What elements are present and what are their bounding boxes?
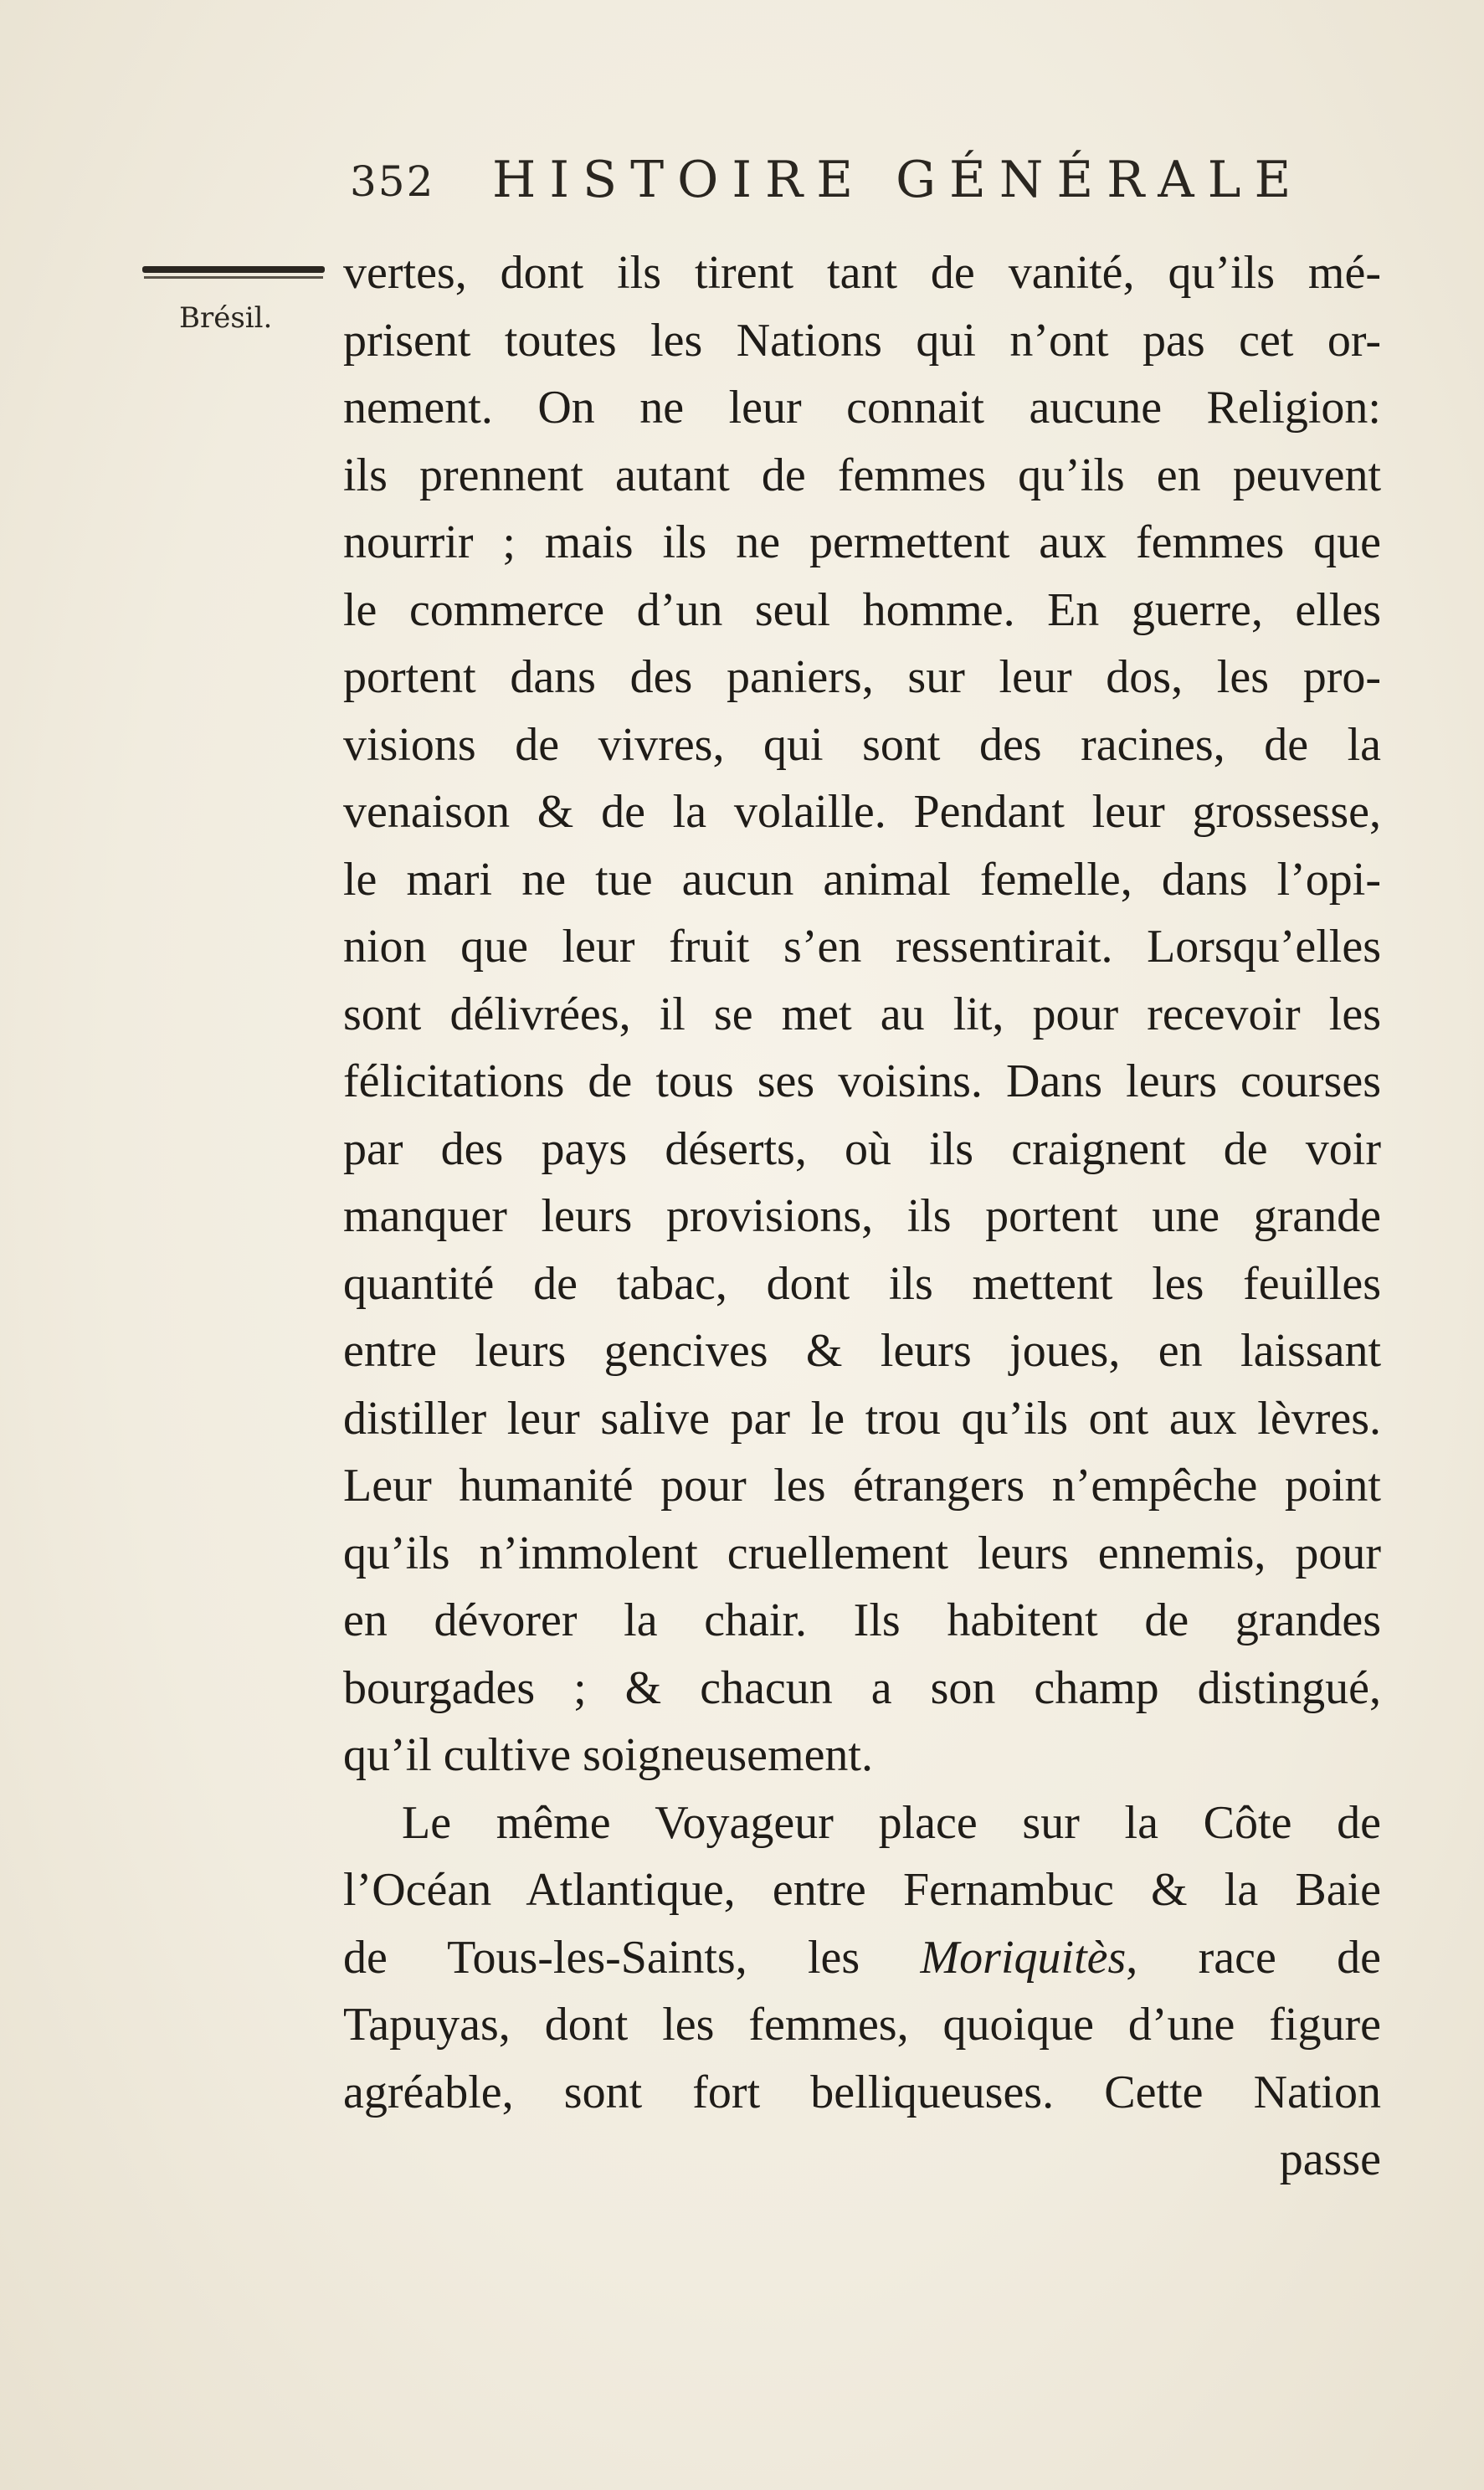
paragraph-2-line: Tapuyas, dont les femmes, quoique d’une figure — [343, 1999, 1381, 2051]
page-header — [350, 151, 1354, 226]
text-line: venaison & de la volaille. Pendant leur grossesse, — [343, 786, 1381, 838]
paragraph-2-text: de Tous-les-Saints, les — [343, 1931, 921, 1984]
text-line: prisent toutes les Nations qui n’ont pas cet or- — [343, 314, 1381, 367]
text-line: le commerce d’un seul homme. En guerre, elles — [343, 583, 1381, 636]
text-line: visions de vivres, qui sont des racines, de la — [343, 718, 1381, 771]
text-line: entre leurs gencives & leurs joues, en laissant — [343, 1325, 1381, 1377]
paragraph-2-line: l’Océan Atlantique, entre Fernambuc & la Baie — [343, 1864, 1381, 1916]
text-line: portent dans des paniers, sur leur dos, les pro- — [343, 651, 1381, 703]
text-line: en dévorer la chair. Ils habitent de grandes — [343, 1594, 1381, 1646]
text-line: félicitations de tous ses voisins. Dans leurs courses — [343, 1055, 1381, 1107]
margin-note: Brésil. — [179, 301, 273, 335]
text-line: par des pays déserts, où ils craignent de voir — [343, 1122, 1381, 1175]
body-text — [343, 239, 1381, 2194]
page-number: 352 — [350, 157, 435, 206]
margin-rule — [142, 266, 325, 273]
text-line: sont délivrées, il se met au lit, pour recevoir les — [343, 988, 1381, 1040]
text-line: quantité de tabac, dont ils mettent les feuilles — [343, 1257, 1381, 1310]
text-line: vertes, dont ils tirent tant de vanité, qu’ils mé- — [343, 247, 1381, 299]
paragraph-2-text: , race de — [1126, 1931, 1381, 1984]
text-line: distiller leur salive par le trou qu’ils ont aux lèvres. — [343, 1392, 1381, 1445]
text-line: manquer leurs provisions, ils portent une grande — [343, 1190, 1381, 1242]
text-line: bourgades ; & chacun a son champ distingué, — [343, 1661, 1381, 1714]
margin-rule-thin — [144, 276, 323, 279]
running-title: HISTOIRE GÉNÉRALE — [492, 151, 1305, 209]
text-line: ils prennent autant de femmes qu’ils en peuvent — [343, 449, 1381, 501]
text-line: nourrir ; mais ils ne permettent aux femmes que — [343, 516, 1381, 568]
text-line: nement. On ne leur connait aucune Religion: — [343, 382, 1381, 434]
catchword: passe — [1279, 2133, 1381, 2185]
paragraph-2-line — [343, 1924, 1381, 1992]
text-line: le mari ne tue aucun animal femelle, dans l’opi- — [343, 853, 1381, 906]
text-line: Leur humanité pour les étrangers n’empêche point — [343, 1460, 1381, 1512]
text-line: qu’il cultive soigneusement. — [343, 1729, 873, 1781]
text-line: qu’ils n’immolent cruellement leurs ennemis, pour — [343, 1527, 1381, 1579]
paragraph-2-line: Le même Voyageur place sur la Côte de — [402, 1796, 1381, 1849]
paragraph-2-line: agréable, sont fort belliqueuses. Cette Nation — [343, 2066, 1381, 2118]
tribe-name: Moriquitès — [920, 1931, 1127, 1984]
text-line: nion que leur fruit s’en ressentirait. Lorsqu’elles — [343, 921, 1381, 973]
